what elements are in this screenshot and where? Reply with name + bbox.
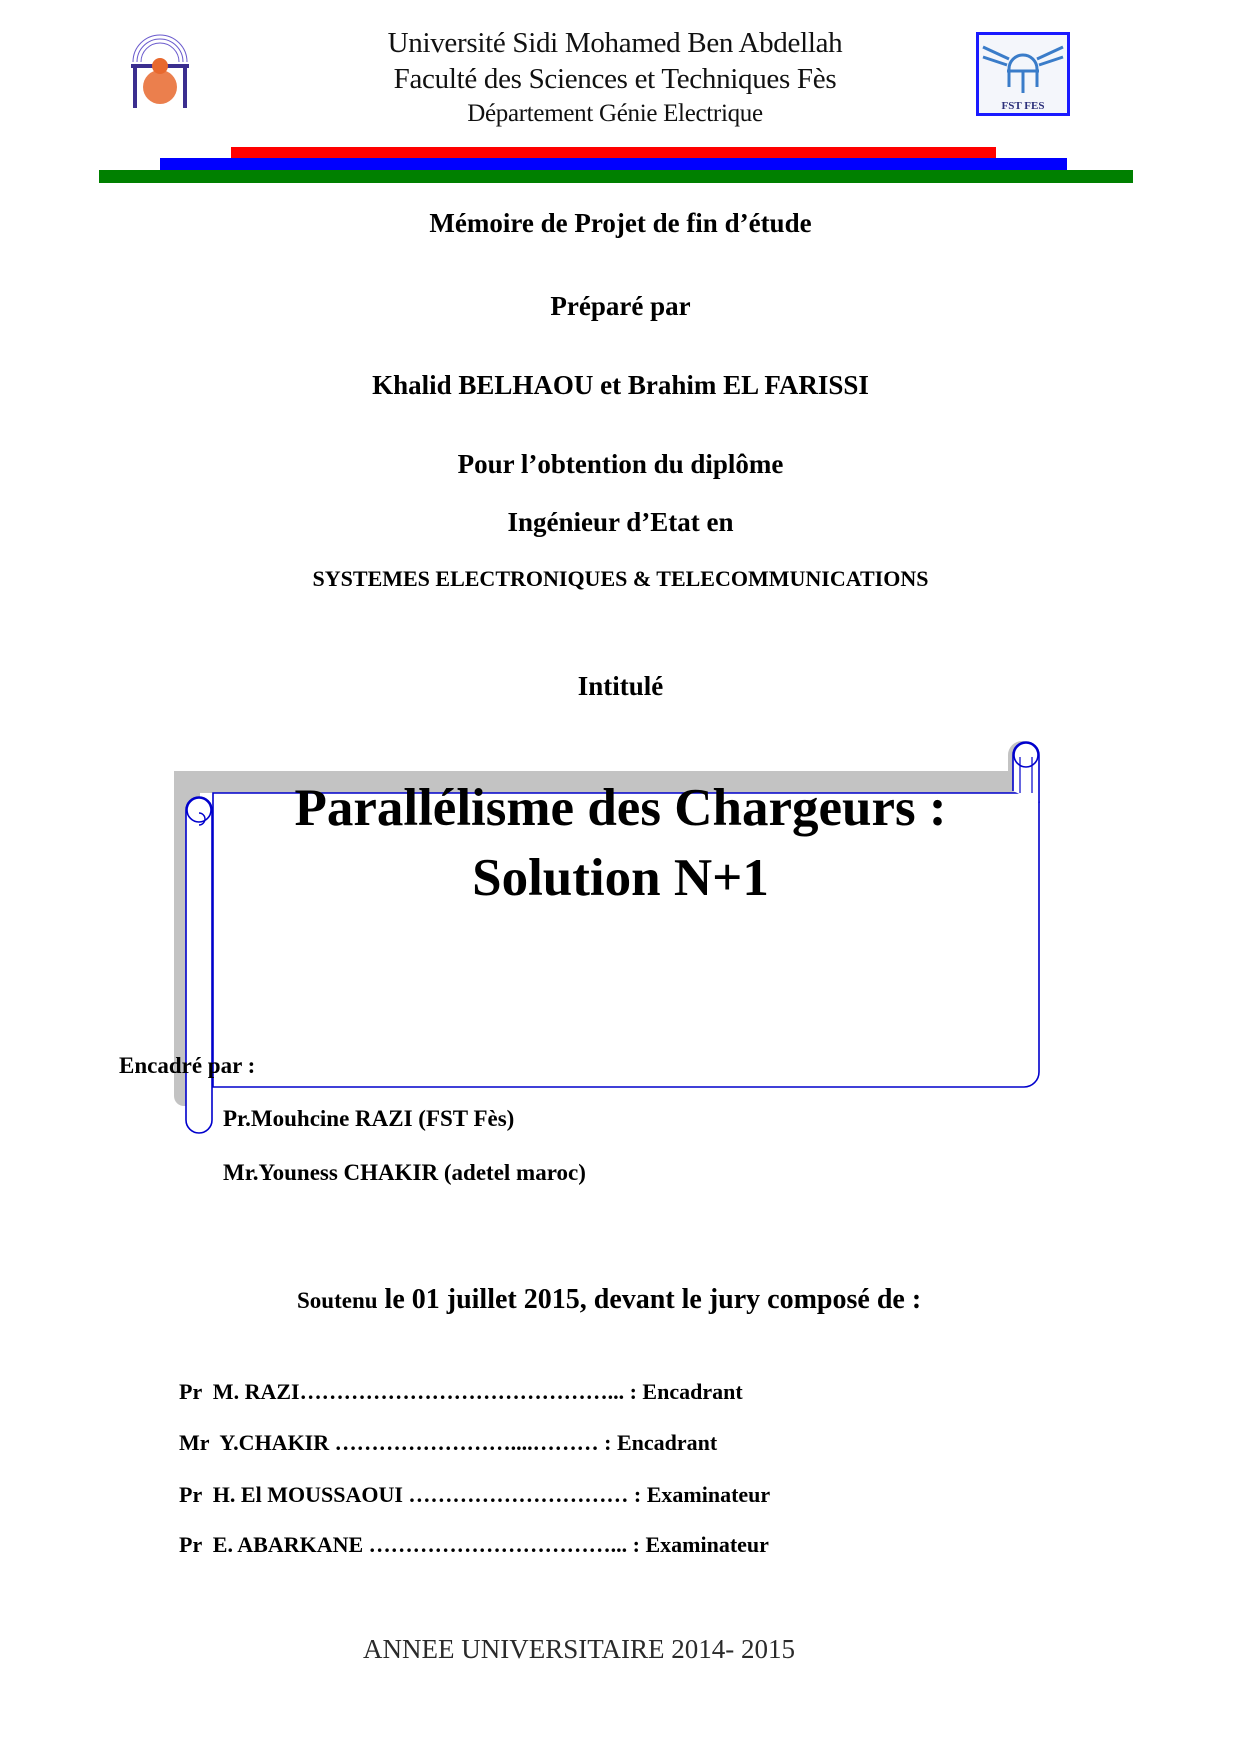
jury-member-name: Pr E. ABARKANE ……………………………... xyxy=(179,1532,633,1557)
supervisor-2: Mr.Youness CHAKIR (adetel maroc) xyxy=(223,1160,586,1185)
jury-row xyxy=(179,1429,717,1457)
university-name: Université Sidi Mohamed Ben Abdellah xyxy=(387,27,843,59)
jury-member-name: Mr Y.CHAKIR ……………………....……… xyxy=(179,1430,605,1455)
project-title-line1: Parallélisme des Chargeurs : xyxy=(294,779,947,837)
academic-year: ANNEE UNIVERSITAIRE 2014- 2015 xyxy=(363,1634,796,1664)
jury-member-role: : Encadrant xyxy=(629,1379,743,1404)
fst-fes-logo-icon xyxy=(976,32,1070,116)
blue-bar xyxy=(160,158,1067,170)
jury-member-name: Pr M. RAZI……………………………………... xyxy=(179,1379,630,1404)
jury-member-role: : Encadrant xyxy=(604,1430,718,1455)
department-name: Département Génie Electrique xyxy=(467,100,763,127)
university-logo-icon xyxy=(125,32,195,112)
jury-row xyxy=(179,1481,770,1509)
title-label: Intitulé xyxy=(577,671,664,701)
authors: Khalid BELHAOU et Brahim EL FARISSI xyxy=(372,370,869,400)
defense-statement xyxy=(289,1266,921,1316)
green-bar xyxy=(99,170,1133,183)
jury-row xyxy=(179,1531,769,1559)
jury-member-role: : Examinateur xyxy=(633,1482,771,1507)
jury-row xyxy=(179,1378,743,1406)
supervised-by-label: Encadré par : xyxy=(119,1053,256,1078)
specialty: SYSTEMES ELECTRONIQUES & TELECOMMUNICATIONS xyxy=(312,566,929,591)
defense-soutenu: Soutenu xyxy=(297,1288,378,1313)
red-bar xyxy=(231,147,996,158)
prepared-by-label: Préparé par xyxy=(550,291,691,321)
fst-fes-logo-text: FST FES xyxy=(1001,100,1045,112)
defense-date-text: le 01 juillet 2015, devant le jury composé de : xyxy=(377,1284,922,1315)
jury-member-role: : Examinateur xyxy=(632,1532,769,1557)
degree: Ingénieur d’Etat en xyxy=(507,507,734,537)
diploma-label: Pour l’obtention du diplôme xyxy=(457,449,784,479)
supervisor-1: Pr.Mouhcine RAZI (FST Fès) xyxy=(223,1106,515,1131)
document-type: Mémoire de Projet de fin d’étude xyxy=(429,208,812,238)
project-title-line2: Solution N+1 xyxy=(472,849,769,907)
jury-member-name: Pr H. El MOUSSAOUI ………………………… xyxy=(179,1482,634,1507)
faculty-name: Faculté des Sciences et Techniques Fès xyxy=(393,63,837,95)
